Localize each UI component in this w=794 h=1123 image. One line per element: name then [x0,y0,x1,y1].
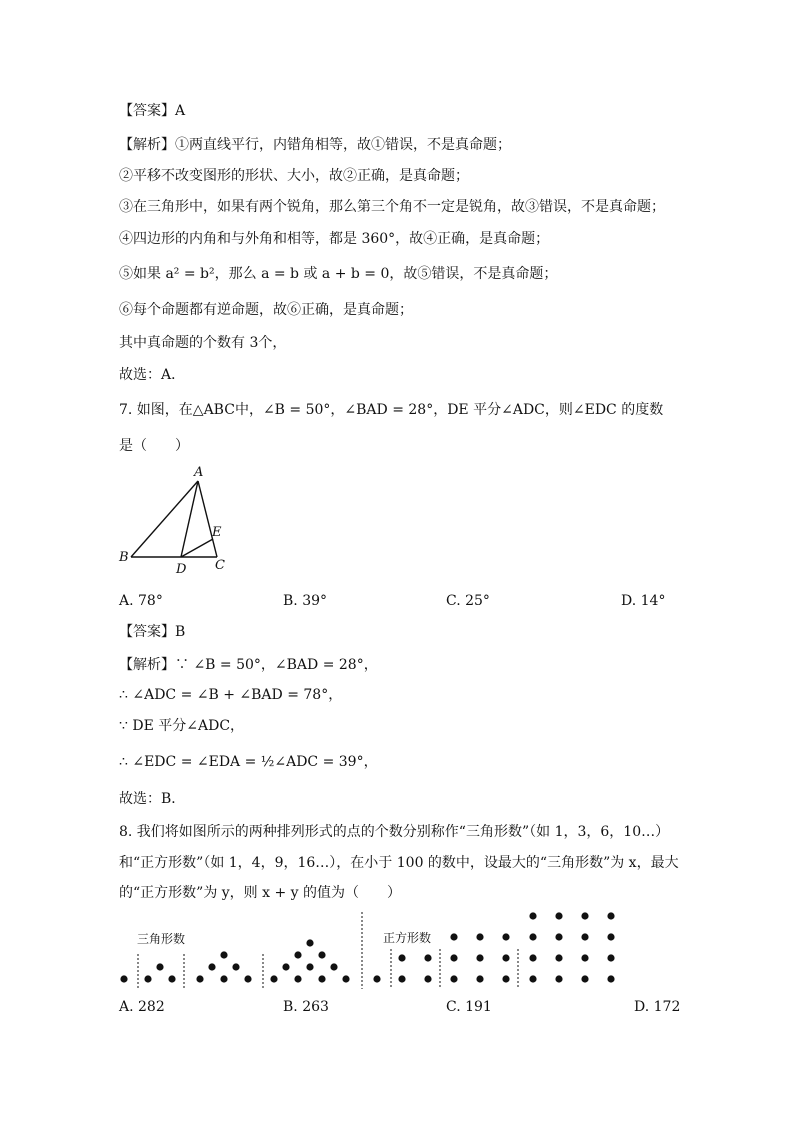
q6-analysis-line-6: ⑥每个命题都有逆命题，故⑥正确，是真命题； [119,302,413,318]
q8-option-d: D. 172 [634,999,681,1015]
q8-option-c: C. 191 [446,999,492,1015]
square-dot [529,975,536,982]
triangle-dot [282,963,289,970]
square-dot [424,975,431,982]
square-dot [581,975,588,982]
square-dot [373,975,380,982]
square-dot [450,954,457,961]
side-ab [131,481,198,557]
q6-answer: 【答案】A [119,103,186,119]
triangle-dot [168,975,175,982]
q6-analysis-line-5: ⑤如果 a² = b²，那么 a = b 或 a + b = 0，故⑤错误，不是真命题； [119,266,558,282]
q6-analysis-line-4: ④四边形的内角和与外角和相等，都是 360°，故④正确，是真命题； [119,231,550,247]
square-dot [581,954,588,961]
triangle-dot [196,975,203,982]
triangle-dot [120,975,127,982]
square-dot [581,933,588,940]
q6-analysis-line-3: ③在三角形中，如果有两个锐角，那么第三个角不一定是锐角，故③错误，不是真命题； [119,199,665,215]
square-dot [529,912,536,919]
triangle-dot [318,975,325,982]
triangle-dot [244,975,251,982]
square-dot [476,933,483,940]
square-dot [581,912,588,919]
triangle-dot [144,975,151,982]
square-dot [476,975,483,982]
square-dot [502,954,509,961]
triangle-dot [318,951,325,958]
triangle-dot [270,975,277,982]
triangle-dot [294,951,301,958]
segment-de [181,539,213,557]
q7-analysis-line-1: 【解析】∵ ∠B = 50°，∠BAD = 28°， [119,657,378,673]
triangle-dot [232,963,239,970]
triangle-dot [294,975,301,982]
q7-analysis-line-3: ∵ DE 平分∠ADC， [119,718,245,734]
square-dot [398,954,405,961]
q7-answer: 【答案】B [119,624,186,640]
q8-option-a: A. 282 [119,999,165,1015]
triangle-dot [330,963,337,970]
q8-dot-pattern-figure [110,904,670,992]
label-e: E [212,525,222,540]
q7-option-b: B. 39° [283,593,328,609]
q7-analysis-line-5: 故选：B． [119,791,186,807]
q7-option-d: D. 14° [621,593,666,609]
q6-analysis-line-8: 故选：A． [119,367,186,383]
label-c: C [215,558,225,573]
square-dot [424,954,431,961]
q7-analysis-line-4: ∴ ∠EDC = ∠EDA = ½∠ADC = 39°， [119,754,378,770]
q7-option-a: A. 78° [119,593,163,609]
q8-stem-line-3: 的“正方形数”为 y，则 x + y 的值为（ ） [119,885,402,901]
label-b: B [119,550,129,565]
triangle-dot [156,963,163,970]
triangle-dot [306,963,313,970]
triangle-dot [220,975,227,982]
label-a: A [194,465,204,480]
square-numbers-label: 正方形数 [383,931,432,945]
square-dot [555,975,562,982]
q8-stem-line-2: 和“正方形数”（如 1，4，9，16…），在小于 100 的数中，设最大的“三角形数”为 x，最大 [119,855,679,871]
square-dot [502,975,509,982]
square-dot [450,975,457,982]
square-dot [398,975,405,982]
q6-analysis-line-1: 【解析】①两直线平行，内错角相等，故①错误，不是真命题； [119,137,511,153]
segment-ad [181,481,198,557]
square-dot [607,933,614,940]
square-dot [607,912,614,919]
square-dot [555,954,562,961]
label-d: D [176,562,187,577]
q6-analysis-line-7: 其中真命题的个数有 3个， [119,335,287,351]
q6-analysis-line-2: ②平移不改变图形的形状、大小，故②正确，是真命题； [119,168,469,184]
square-dot [529,933,536,940]
square-dot [555,933,562,940]
q8-stem-line-1: 8. 我们将如图所示的两种排列形式的点的个数分别称作“三角形数”（如 1，3，6，10…） [119,824,670,840]
triangle-numbers-label: 三角形数 [137,932,186,946]
square-dot [502,933,509,940]
triangle-dot [306,939,313,946]
square-dot [607,975,614,982]
square-dot [555,912,562,919]
q7-analysis-line-2: ∴ ∠ADC = ∠B + ∠BAD = 78°， [119,687,343,703]
square-dot [450,933,457,940]
q7-stem-line-1: 7. 如图，在△ABC中，∠B = 50°，∠BAD = 28°，DE 平分∠ADC，则∠EDC 的度数 [119,402,664,418]
triangle-dot [220,951,227,958]
square-dot [529,954,536,961]
q7-triangle-figure [110,462,240,577]
triangle-dot [342,975,349,982]
square-dot [476,954,483,961]
q7-stem-line-2: 是（ ） [119,438,189,454]
q8-option-b: B. 263 [283,999,329,1015]
square-dot [607,954,614,961]
q7-option-c: C. 25° [446,593,490,609]
triangle-dot [208,963,215,970]
